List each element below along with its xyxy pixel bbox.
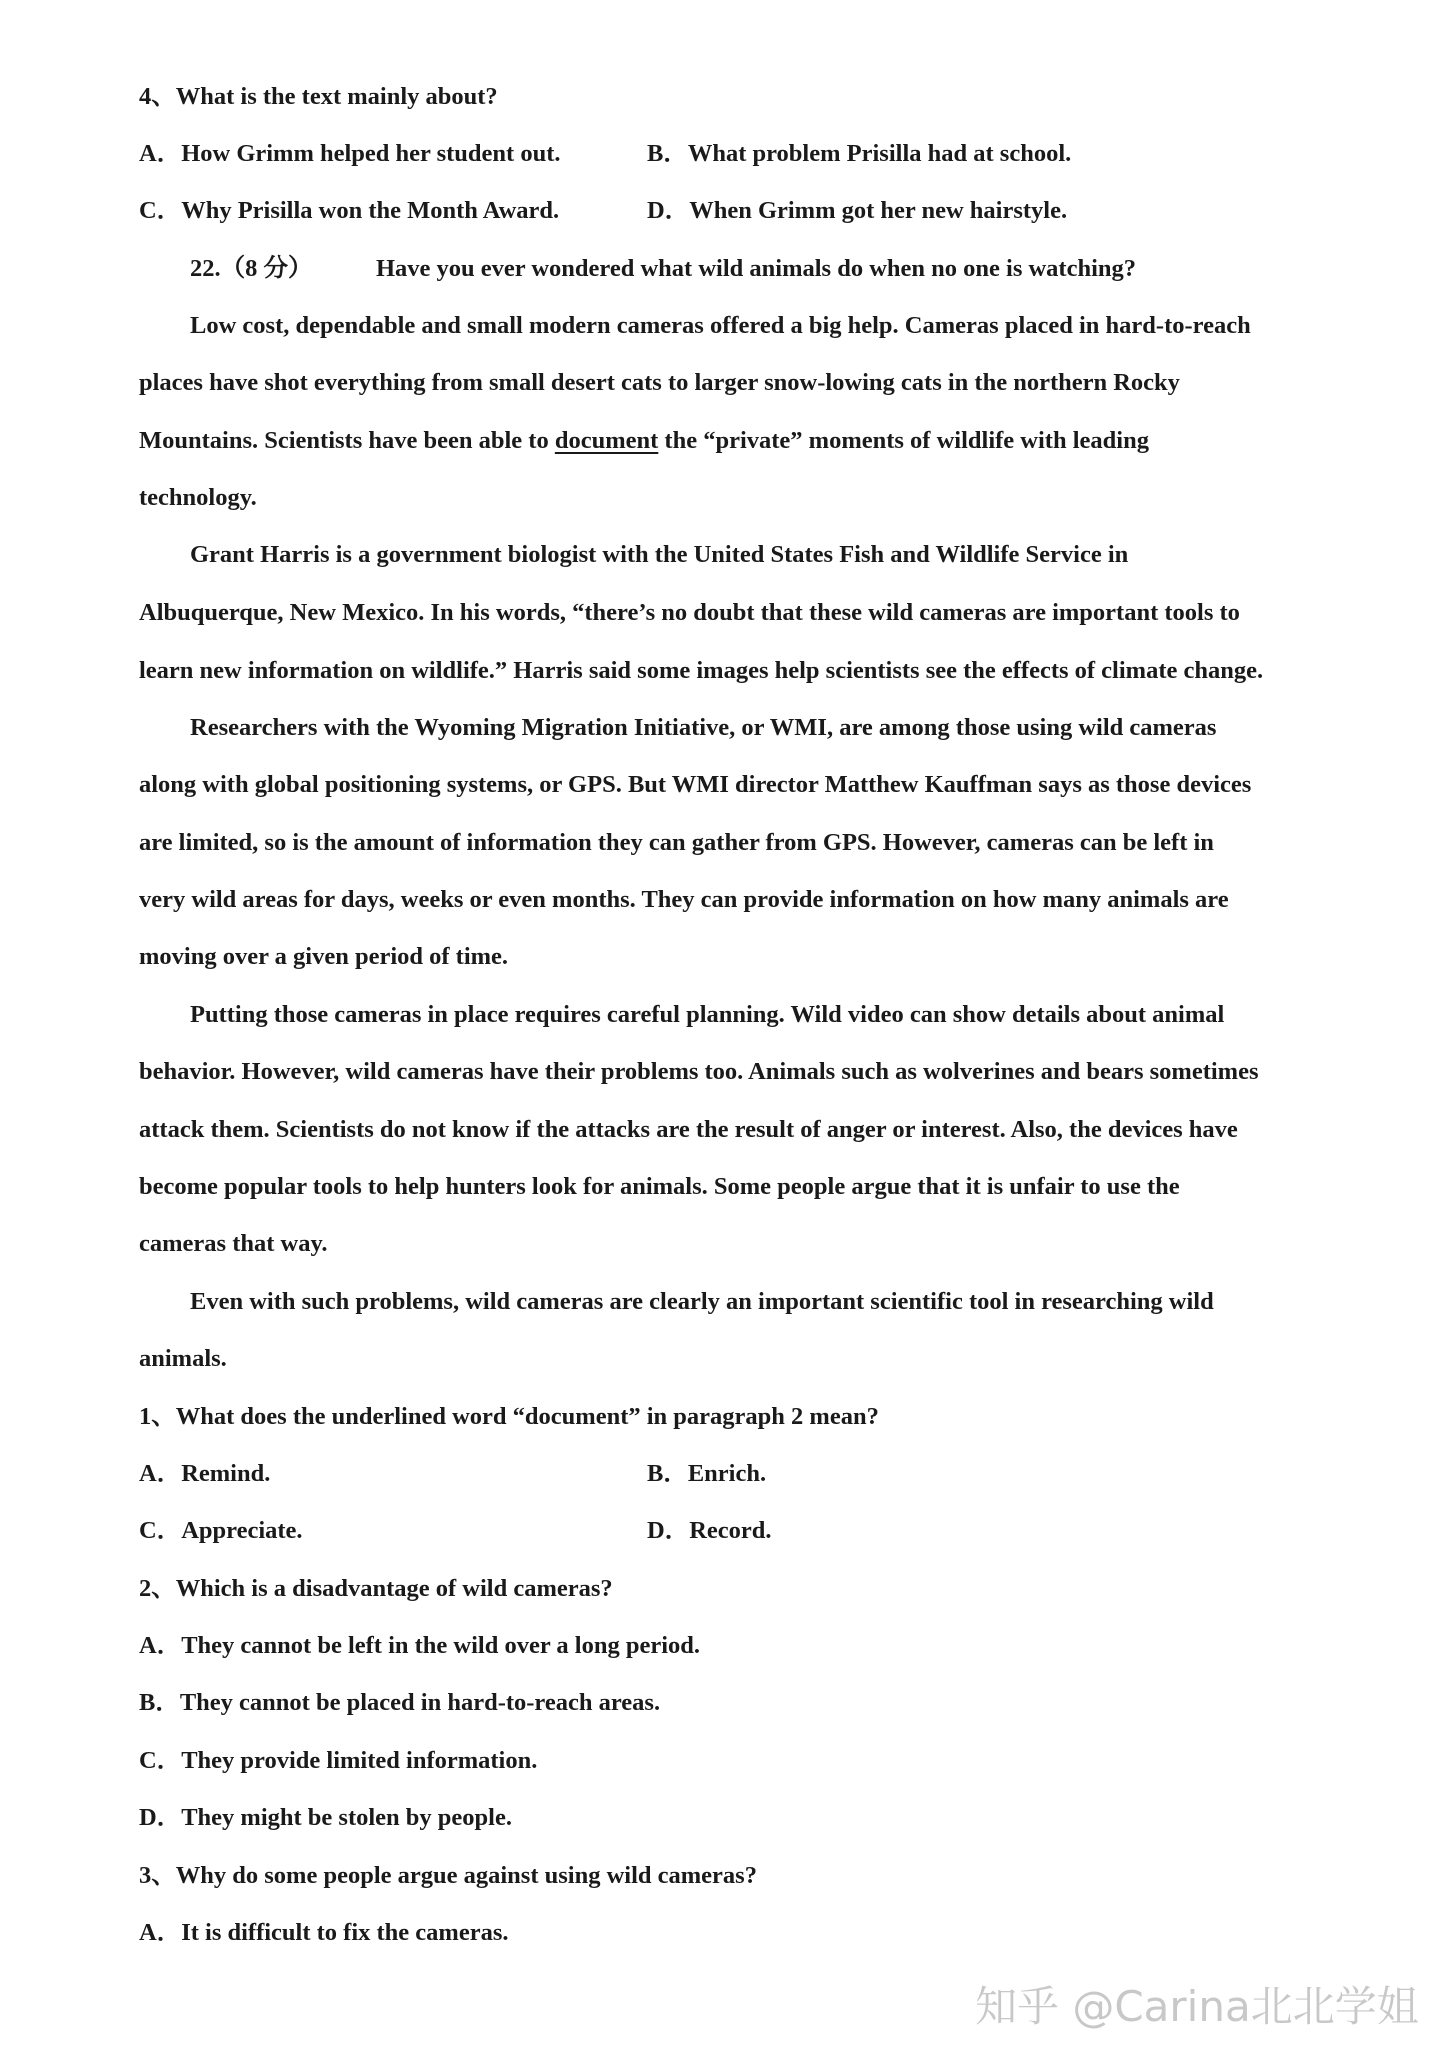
question-1-option-d: D．Record.	[647, 1517, 772, 1544]
passage-line: Grant Harris is a government biologist with the United States Fish and Wildlife Service in	[190, 541, 1129, 568]
passage-text: the “private” moments of wildlife with leading	[658, 427, 1149, 454]
passage-line: become popular tools to help hunters look for animals. Some people argue that it is unfair to use the	[139, 1173, 1180, 1200]
passage-line: Albuquerque, New Mexico. In his words, “there’s no doubt that these wild cameras are important tools to	[139, 599, 1240, 626]
question-1-option-c: C．Appreciate.	[139, 1517, 303, 1544]
question-1-stem: 1、What does the underlined word “document” in paragraph 2 mean?	[139, 1403, 879, 1430]
passage-line: learn new information on wildlife.” Harris said some images help scientists see the effects of climate change.	[139, 657, 1264, 684]
passage-line: are limited, so is the amount of information they can gather from GPS. However, cameras can be left in	[139, 829, 1214, 856]
passage-line	[139, 426, 1149, 456]
passage-line: along with global positioning systems, or GPS. But WMI director Matthew Kauffman says as those devices	[139, 771, 1252, 798]
passage-line: attack them. Scientists do not know if the attacks are the result of anger or interest. Also, the devices have	[139, 1116, 1238, 1143]
passage-line: technology.	[139, 484, 257, 511]
passage-line: behavior. However, wild cameras have their problems too. Animals such as wolverines and bears sometimes	[139, 1058, 1259, 1085]
question-3-option-a: A．It is difficult to fix the cameras.	[139, 1919, 509, 1946]
question-1-option-b: B．Enrich.	[647, 1460, 767, 1487]
passage-line: Low cost, dependable and small modern cameras offered a big help. Cameras placed in hard-to-reach	[190, 312, 1251, 339]
question-4-option-c: C．Why Prisilla won the Month Award.	[139, 197, 560, 224]
question-4-option-a: A．How Grimm helped her student out.	[139, 140, 561, 167]
question-1-option-a: A．Remind.	[139, 1460, 271, 1487]
question-3-stem: 3、Why do some people argue against using wild cameras?	[139, 1862, 757, 1889]
passage-line: cameras that way.	[139, 1230, 328, 1257]
watermark: 知乎 @Carina北北学姐	[975, 1982, 1419, 2031]
passage-line: Even with such problems, wild cameras are clearly an important scientific tool in researching wild	[190, 1288, 1214, 1315]
passage-line: places have shot everything from small desert cats to larger snow-lowing cats in the northern Rocky	[139, 369, 1180, 396]
passage-line: Putting those cameras in place requires careful planning. Wild video can show details about animal	[190, 1001, 1225, 1028]
question-4-option-b: B．What problem Prisilla had at school.	[647, 140, 1072, 167]
question-2-option-d: D．They might be stolen by people.	[139, 1804, 512, 1831]
passage-line: Researchers with the Wyoming Migration Initiative, or WMI, are among those using wild cameras	[190, 714, 1217, 741]
passage-text: Mountains. Scientists have been able to	[139, 427, 555, 454]
question-4-option-d: D．When Grimm got her new hairstyle.	[647, 197, 1068, 224]
question-2-option-a: A．They cannot be left in the wild over a long period.	[139, 1632, 701, 1659]
question-2-option-c: C．They provide limited information.	[139, 1747, 538, 1774]
question-2-option-b: B．They cannot be placed in hard-to-reach areas.	[139, 1689, 661, 1716]
question-2-stem: 2、Which is a disadvantage of wild cameras?	[139, 1575, 613, 1602]
passage-line: animals.	[139, 1345, 227, 1372]
section-number: 22.（8 分）	[190, 255, 313, 282]
passage-title: Have you ever wondered what wild animals do when no one is watching?	[376, 255, 1137, 282]
underlined-word: document	[554, 427, 659, 454]
passage-line: moving over a given period of time.	[139, 943, 509, 970]
question-4-stem: 4、What is the text mainly about?	[139, 83, 498, 110]
passage-line: very wild areas for days, weeks or even months. They can provide information on how many animals are	[139, 886, 1229, 913]
